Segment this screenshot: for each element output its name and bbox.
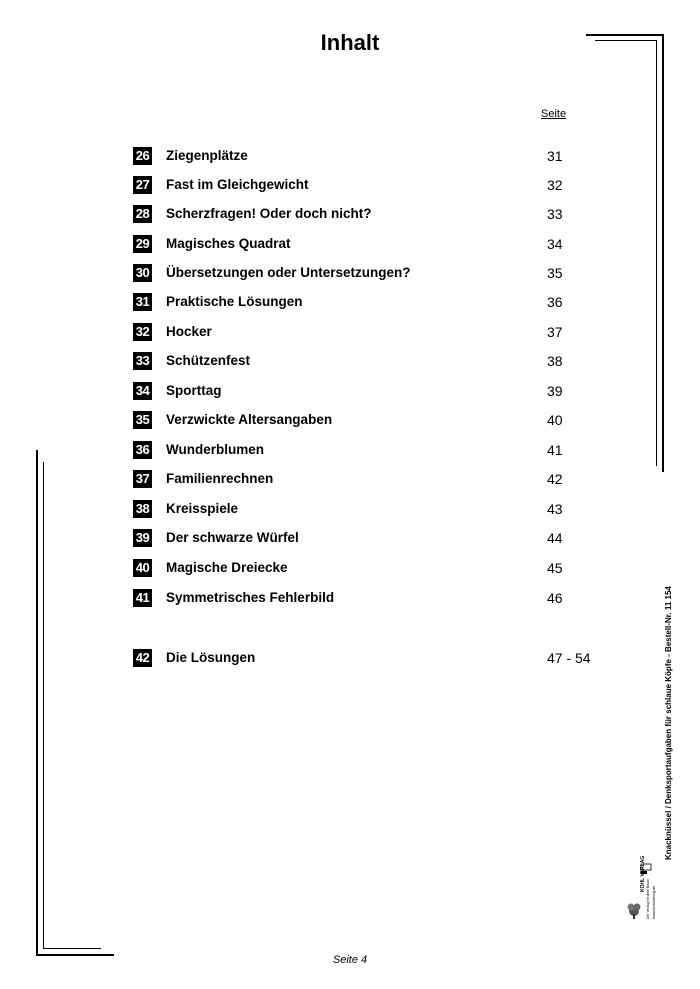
- frame-bottom-left-vertical-inner: [43, 462, 44, 949]
- toc-entry-solutions: [133, 648, 603, 668]
- entry-page: 37: [547, 324, 563, 340]
- entry-page: 35: [547, 265, 563, 281]
- entry-title: Fast im Gleichgewicht: [166, 177, 309, 192]
- entry-title: Magisches Quadrat: [166, 236, 291, 251]
- entry-title: Ziegenplätze: [166, 148, 248, 163]
- toc-entry: [133, 234, 603, 254]
- entry-title: Hocker: [166, 324, 212, 339]
- entry-title: Familienrechnen: [166, 471, 274, 486]
- entry-page: 43: [547, 501, 563, 517]
- publication-sidebar-text: Knacknüssel / Denksportaufgaben für schlaue Köpfe - Bestell-Nr. 11 154: [664, 586, 673, 860]
- entry-page: 31: [547, 148, 563, 164]
- toc-entry: [133, 204, 603, 224]
- entry-page: 39: [547, 383, 563, 399]
- toc-entry: [133, 351, 603, 371]
- toc-entry: [133, 146, 603, 166]
- entry-number: 42: [133, 649, 152, 667]
- entry-number: 35: [133, 411, 152, 429]
- frame-top-right-horizontal-inner: [595, 40, 657, 41]
- toc-entry: [133, 410, 603, 430]
- entry-number: 27: [133, 176, 152, 194]
- entry-title: Symmetrisches Fehlerbild: [166, 590, 335, 605]
- entry-title: Scherzfragen! Oder doch nicht?: [166, 206, 372, 221]
- entry-title: Übersetzungen oder Untersetzungen?: [166, 265, 411, 280]
- entry-number: 28: [133, 205, 152, 223]
- publisher-logo: [626, 855, 656, 920]
- entry-number: 30: [133, 264, 152, 282]
- entry-number: 37: [133, 470, 152, 488]
- toc-entry: [133, 588, 603, 608]
- toc-entry: [133, 499, 603, 519]
- entry-title: Schützenfest: [166, 353, 251, 368]
- entry-page: 41: [547, 442, 563, 458]
- toc-entry: [133, 558, 603, 578]
- toc-entry: [133, 292, 603, 312]
- entry-title: Kreisspiele: [166, 501, 239, 516]
- toc-entry: [133, 175, 603, 195]
- page-title: Inhalt: [320, 30, 380, 55]
- entry-page: 44: [547, 530, 563, 546]
- toc-entry: [133, 528, 603, 548]
- entry-number: 40: [133, 559, 152, 577]
- entry-number: 26: [133, 147, 152, 165]
- page-column-label: Seite: [541, 108, 567, 120]
- page-footer: Seite 4: [332, 954, 368, 966]
- frame-top-right-vertical-outer: [662, 34, 664, 472]
- toc-entry: [133, 469, 603, 489]
- toc-entry: [133, 440, 603, 460]
- entry-page: 36: [547, 294, 563, 310]
- entry-title: Praktische Lösungen: [166, 294, 303, 309]
- entry-number: 34: [133, 382, 152, 400]
- frame-top-right-horizontal-outer: [586, 34, 664, 36]
- entry-number: 38: [133, 500, 152, 518]
- entry-page: 47 - 54: [547, 650, 591, 666]
- entry-title: Magische Dreiecke: [166, 560, 288, 575]
- publisher-website: www.kohlverlag.de: [651, 885, 656, 919]
- entry-title: Verzwickte Altersangaben: [166, 412, 333, 427]
- frame-bottom-left-vertical-outer: [36, 450, 38, 956]
- entry-number: 29: [133, 235, 152, 253]
- entry-number: 39: [133, 529, 152, 547]
- entry-page: 38: [547, 353, 563, 369]
- toc-entry: [133, 381, 603, 401]
- entry-page: 33: [547, 206, 563, 222]
- entry-title: Sporttag: [166, 383, 222, 398]
- publisher-slogan: Der Verlag mit dem Baum: [646, 878, 650, 919]
- entry-page: 40: [547, 412, 563, 428]
- toc-entry: [133, 263, 603, 283]
- entry-page: 46: [547, 590, 563, 606]
- entry-number: 41: [133, 589, 152, 607]
- entry-number: 36: [133, 441, 152, 459]
- frame-bottom-left-horizontal-inner: [43, 948, 101, 949]
- entry-title: Die Lösungen: [166, 650, 256, 665]
- entry-page: 34: [547, 236, 563, 252]
- entry-title: Der schwarze Würfel: [166, 530, 299, 545]
- frame-top-right-vertical-inner: [656, 40, 657, 466]
- entry-title: Wunderblumen: [166, 442, 265, 457]
- entry-page: 32: [547, 177, 563, 193]
- toc-entry: [133, 322, 603, 342]
- entry-number: 33: [133, 352, 152, 370]
- entry-page: 42: [547, 471, 563, 487]
- publisher-name: KOHL VERLAG: [640, 855, 646, 892]
- entry-number: 32: [133, 323, 152, 341]
- entry-number: 31: [133, 293, 152, 311]
- entry-page: 45: [547, 560, 563, 576]
